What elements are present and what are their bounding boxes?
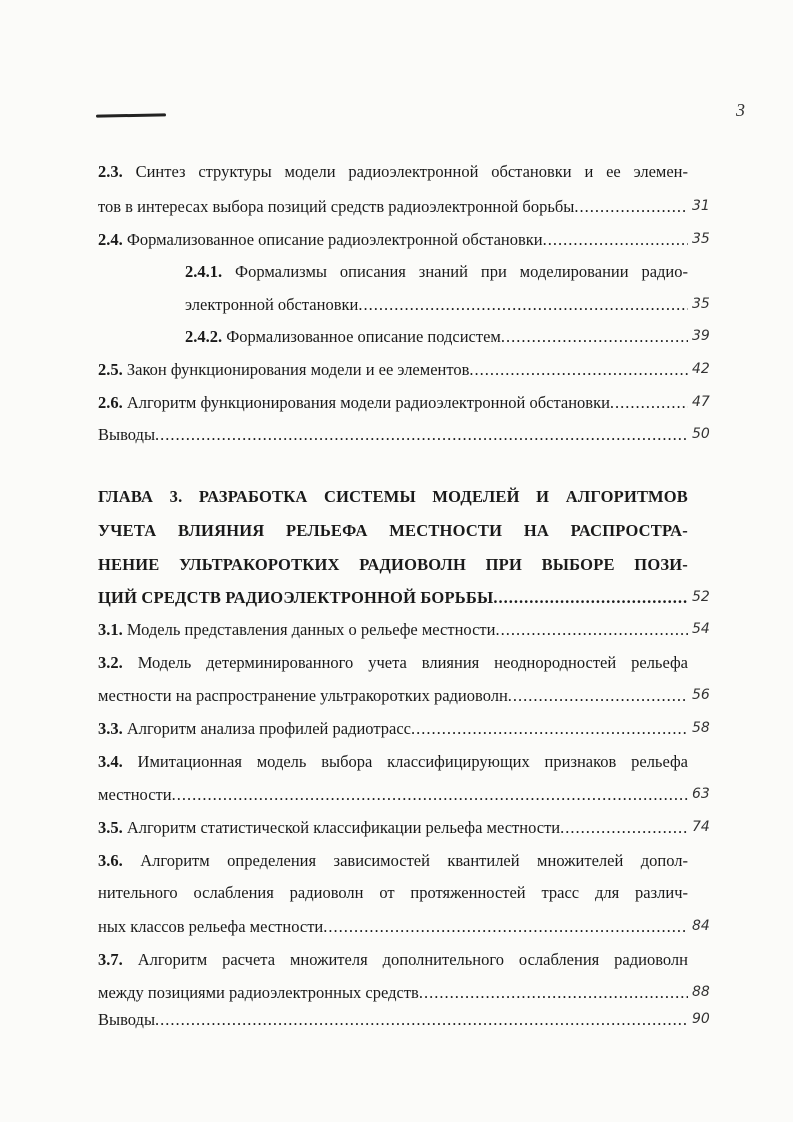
dot-leader [508,685,688,707]
section-title: Выводы [98,425,156,444]
section-title: Имитационная модель выбора классифицирующих признаков рельефа [137,752,688,771]
toc-entry-line [98,619,688,641]
toc-entry-line [98,850,688,872]
dot-leader [155,1009,688,1031]
section-number: 2.4.2. [185,327,223,346]
toc-entry-line [185,294,688,316]
section-title: Формализмы описания знаний при моделировании радио- [235,262,688,281]
dot-leader [610,392,688,414]
page-ref: 42 [692,361,710,377]
page-ref: 90 [692,1011,710,1027]
toc-entry-line [98,652,688,674]
section-title: Выводы [98,1010,156,1029]
dot-leader [501,326,688,348]
header-rule [96,113,166,117]
toc-entry-line [98,949,688,971]
dot-leader [419,982,688,1004]
section-number: 2.3. [98,162,123,181]
section-title: местности [98,785,172,804]
section-number: 3.7. [98,950,123,969]
toc-entry-line [98,392,688,414]
dot-leader [560,817,688,839]
dot-leader [543,229,688,251]
section-title: тов в интересах выбора позиций средств радиоэлектронной борьбы [98,197,575,216]
toc-entry-line [185,326,688,348]
section-number: 2.6. [98,393,123,412]
section-title: Синтез структуры модели радиоэлектронной обстановки и ее элемен- [135,162,688,181]
page-ref: 54 [692,621,710,637]
section-title: НЕНИЕ УЛЬТРАКОРОТКИХ РАДИОВОЛН ПРИ ВЫБОРЕ ПОЗИ- [98,555,688,574]
page-ref: 31 [692,198,710,214]
section-number: 3.4. [98,752,123,771]
section-title: между позициями радиоэлектронных средств [98,983,419,1002]
section-title: Модель детерминированного учета влияния неоднородностей рельефа [137,653,688,672]
toc-entry-line [98,229,688,251]
dot-leader [172,784,688,806]
toc-entry-line [98,424,688,446]
section-title: Алгоритм анализа профилей радиотрасс [126,719,411,738]
section-title: УЧЕТА ВЛИЯНИЯ РЕЛЬЕФА МЕСТНОСТИ НА РАСПРОСТРА- [98,521,688,540]
section-number: 3.1. [98,620,123,639]
section-title: Алгоритм функционирования модели радиоэлектронной обстановки [126,393,610,412]
toc-entry-line [98,685,688,707]
section-number: 3.6. [98,851,123,870]
page-ref: 39 [692,328,710,344]
section-title: ных классов рельефа местности [98,917,324,936]
dot-leader [574,196,688,218]
toc-entry-line [98,359,688,381]
chapter-heading-line [98,520,688,542]
section-number: 3.2. [98,653,123,672]
section-number: 2.4. [98,230,123,249]
page-ref: 52 [692,589,710,605]
section-title: местности на распространение ультракоротких радиоволн [98,686,508,705]
page-ref: 50 [692,426,710,442]
dot-leader [411,718,688,740]
section-number: 2.4.1. [185,262,223,281]
dot-leader [493,587,688,609]
toc-entry-line [185,261,688,283]
section-title: Алгоритм статистической классификации рельефа местности [126,818,561,837]
page-ref: 58 [692,720,710,736]
dot-leader [495,619,688,641]
section-title: Закон функционирования модели и ее элементов [126,360,470,379]
section-title: электронной обстановки [185,295,359,314]
page-ref: 63 [692,786,710,802]
chapter-heading-line [98,554,688,576]
toc-entry-line [98,916,688,938]
section-number: 3.5. [98,818,123,837]
page-ref: 88 [692,984,710,1000]
chapter-heading-line [98,587,688,609]
section-number: 3.3. [98,719,123,738]
section-title: Формализованное описание радиоэлектронной обстановки [126,230,543,249]
chapter-heading-line [98,486,688,508]
section-title: Модель представления данных о рельефе местности [126,620,496,639]
toc-entry-line [98,817,688,839]
dot-leader [155,424,688,446]
page-ref: 47 [692,394,710,410]
toc-entry-line [98,1009,688,1031]
toc-entry-line [98,161,688,183]
toc-entry-line [98,718,688,740]
section-number: 2.5. [98,360,123,379]
toc-entry-line [98,196,688,218]
toc-entry-line [98,982,688,1004]
toc-entry-line [98,784,688,806]
section-title: ЦИЙ СРЕДСТВ РАДИОЭЛЕКТРОННОЙ БОРЬБЫ [98,588,494,607]
page-number: 3 [736,100,745,120]
dot-leader [323,916,688,938]
page-ref: 74 [692,819,710,835]
page-ref: 35 [692,296,710,312]
page-ref: 35 [692,231,710,247]
section-title: ГЛАВА 3. РАЗРАБОТКА СИСТЕМЫ МОДЕЛЕЙ И АЛГОРИТМОВ [98,487,688,506]
section-title: Формализованное описание подсистем [226,327,501,346]
section-title: Алгоритм определения зависимостей квантилей множителей допол- [140,851,688,870]
section-title: Алгоритм расчета множителя дополнительного ослабления радиоволн [137,950,688,969]
section-title: нительного ослабления радиоволн от протяженностей трасс для различ- [98,883,688,902]
page-ref: 84 [692,918,710,934]
page-ref: 56 [692,687,710,703]
toc-entry-line [98,882,688,904]
dot-leader [358,294,688,316]
toc-entry-line [98,751,688,773]
dot-leader [469,359,688,381]
